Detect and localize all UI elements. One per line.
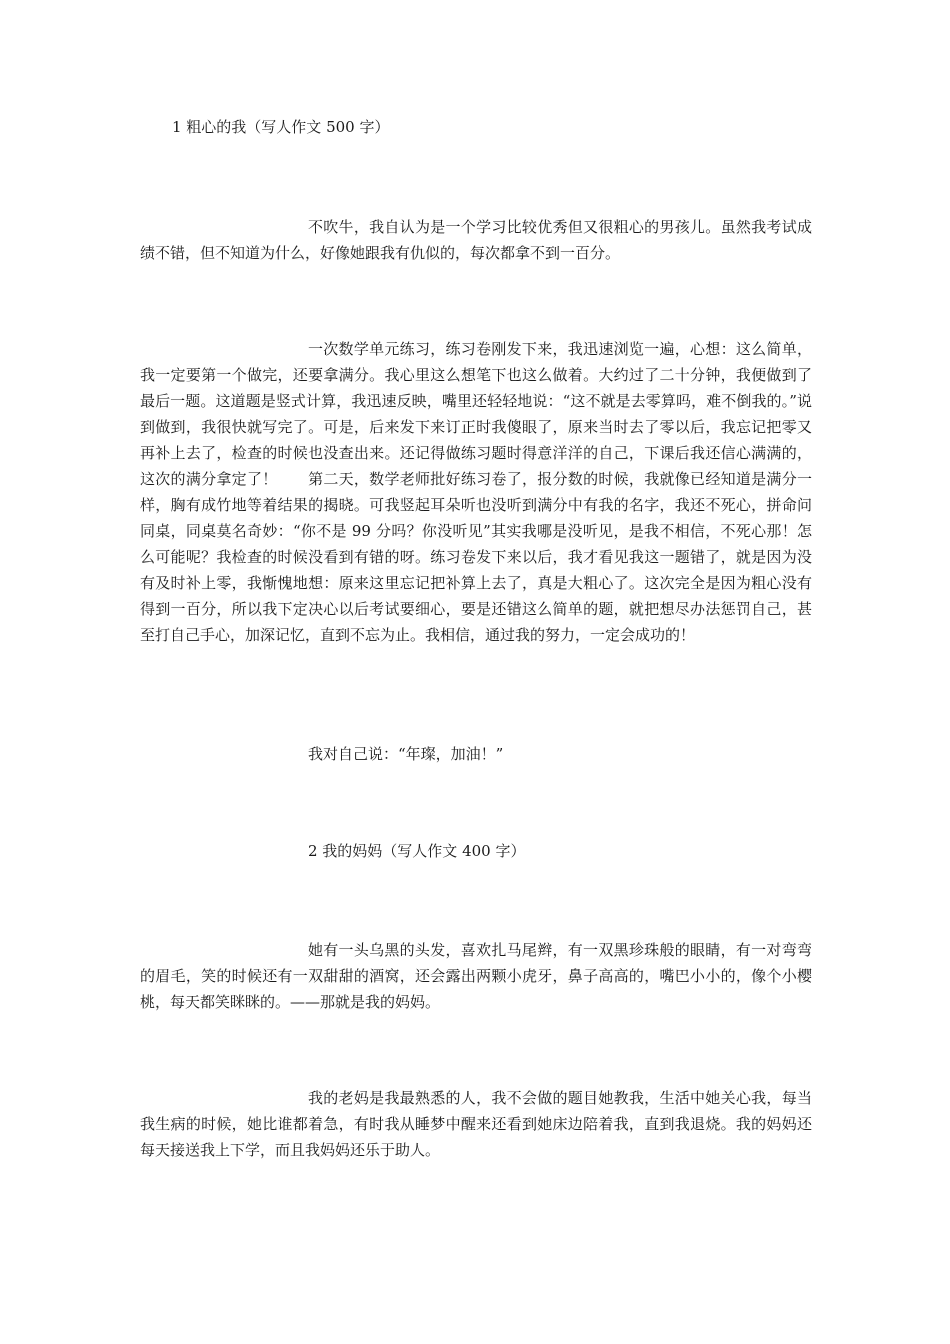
essay1-title: 1 粗心的我（写人作文 500 字）	[172, 118, 390, 136]
essay2-paragraph-2: 我的老妈是我最熟悉的人，我不会做的题目她教我，生活中她关心我，每当我生病的时候，她比谁都着急，有时我从睡梦中醒来还看到她床边陪着我，直到我退烧。我的妈妈还每天接送我上下学，而且我妈妈还乐于助人。	[140, 1089, 812, 1159]
essay1-paragraph-3: 我对自己说：“年璨，加油！”	[308, 745, 504, 763]
essay1-paragraph-2: 一次数学单元练习，练习卷刚发下来，我迅速浏览一遍，心想：这么简单，我一定要第一个做完，还要拿满分。我心里这么想笔下也这么做着。大约过了二十分钟，我便做到了最后一题。这道题是竖式计算，我迅速反映，嘴里还轻轻地说：“这不就是去零算吗，难不倒我的。”说到做到，我很快就写完了。可是，后来发下来订正时我傻眼了，原来当时去了零以后，我忘记把零又再补上去了，检查的时候也没查出来。还记得做练习题时得意洋洋的自己，下课后我还信心满满的，这次的满分拿定了！ 第二天，数学老师批好练习卷了，报分数的时候，我就像已经知道是满分一样，胸有成竹地等着结果的揭晓。可我竖起耳朵听也没听到满分中有我的名字，我还不死心，拼命问同桌，同桌莫名奇妙：“你不是 99 分吗？你没听见”其实我哪是没听见，是我不相信，不死心那！怎么可能呢？我检查的时候没看到有错的呀。练习卷发下来以后，我才看见我这一题错了，就是因为没有及时补上零，我惭愧地想：原来这里忘记把补算上去了，真是大粗心了。这次完全是因为粗心没有得到一百分，所以我下定决心以后考试要细心，要是还错这么简单的题，就把想尽办法惩罚自己，甚至打自己手心，加深记忆，直到不忘为止。我相信，通过我的努力，一定会成功的！	[140, 340, 812, 644]
essay2-paragraph-1: 她有一头乌黑的头发，喜欢扎马尾辫，有一双黑珍珠般的眼睛，有一对弯弯的眉毛，笑的时候还有一双甜甜的酒窝，还会露出两颗小虎牙，鼻子高高的，嘴巴小小的，像个小樱桃，每天都笑眯眯的。——那就是我的妈妈。	[140, 941, 812, 1011]
essay2-title: 2 我的妈妈（写人作文 400 字）	[308, 842, 526, 860]
essay1-paragraph-1: 不吹牛，我自认为是一个学习比较优秀但又很粗心的男孩儿。虽然我考试成绩不错，但不知道为什么，好像她跟我有仇似的，每次都拿不到一百分。	[140, 218, 812, 262]
